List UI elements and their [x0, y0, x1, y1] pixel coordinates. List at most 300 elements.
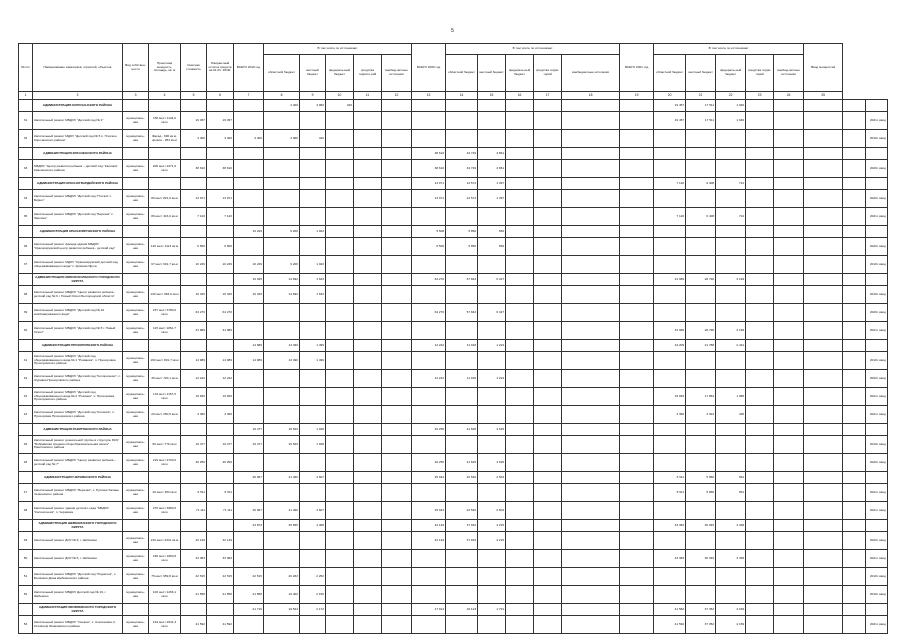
value-cell — [478, 112, 506, 130]
row-number-cell: 36 — [19, 238, 33, 256]
value-cell — [234, 178, 264, 190]
value-cell — [746, 178, 774, 190]
value-cell: 1 985 — [716, 388, 746, 406]
value-cell — [843, 190, 865, 208]
value-cell — [300, 148, 326, 160]
commission-cell: 2020г. ввод — [865, 532, 887, 550]
value-cell — [686, 148, 716, 160]
value-cell: 42 149 — [412, 520, 446, 532]
value-cell — [264, 454, 300, 472]
column-number: 15 — [478, 92, 506, 100]
value-cell — [804, 340, 843, 352]
value-cell — [774, 130, 804, 148]
value-cell — [804, 388, 843, 406]
value-cell: 6 408 — [686, 208, 716, 226]
value-cell — [354, 616, 382, 634]
value-cell — [412, 286, 446, 304]
value-cell: 4 159 — [716, 616, 746, 634]
value-cell — [354, 208, 382, 226]
value-cell — [412, 436, 446, 454]
value-cell — [382, 208, 412, 226]
value-cell — [620, 208, 654, 226]
value-cell — [746, 502, 774, 520]
ownership-cell: муниципаль-ная — [123, 586, 149, 604]
value-cell — [746, 532, 774, 550]
value-cell — [382, 274, 412, 286]
value-cell — [620, 190, 654, 208]
object-name-cell: МБДОУ "Центр развития ребенка – детский сад "Калинка" Красненского района — [33, 160, 123, 178]
value-cell — [326, 436, 354, 454]
table-row — [19, 208, 888, 226]
value-cell — [654, 130, 686, 148]
row-number-cell: 35 — [19, 208, 33, 226]
value-cell — [326, 130, 354, 148]
column-number: 10 — [326, 92, 354, 100]
value-cell — [382, 304, 412, 322]
value-cell: 37 352 — [686, 616, 716, 634]
value-cell — [326, 190, 354, 208]
value-cell: 1 499 — [300, 340, 326, 352]
value-cell: 41 592 — [654, 616, 686, 634]
value-cell: 14 692 — [264, 274, 300, 286]
value-cell — [446, 568, 478, 586]
value-cell: 42 149 — [181, 532, 207, 550]
value-cell — [843, 532, 865, 550]
section-row — [19, 424, 888, 436]
value-cell — [300, 304, 326, 322]
value-cell — [354, 550, 382, 568]
value-cell — [804, 352, 843, 370]
value-cell — [382, 586, 412, 604]
value-cell: 17 511 — [686, 100, 716, 112]
header-offbudget-2021: внебюд-жетные источники — [774, 55, 804, 92]
column-number: 4 — [149, 92, 181, 100]
header-ownership: Вид собствен-ности — [123, 44, 149, 92]
value-cell — [746, 130, 774, 148]
column-number: 16 — [506, 92, 534, 100]
row-number-cell — [19, 178, 33, 190]
value-cell: 11 018 — [446, 370, 478, 388]
value-cell — [804, 190, 843, 208]
value-cell — [326, 616, 354, 634]
value-cell: 17 864 — [686, 388, 716, 406]
ownership-cell: муниципаль-ная — [123, 304, 149, 322]
value-cell — [654, 286, 686, 304]
value-cell — [804, 616, 843, 634]
object-name-cell: Капитальный ремонт МБДОУ "Детский сад № 5 г. Новый Оскол" — [33, 322, 123, 340]
value-cell — [382, 322, 412, 340]
value-cell: 1 224 — [478, 370, 506, 388]
header-sources-2021: В том числе по источникам: — [654, 44, 804, 55]
value-cell — [534, 178, 562, 190]
value-cell — [746, 484, 774, 502]
value-cell: 17 914 — [412, 604, 446, 616]
value-cell: 42 149 — [207, 532, 234, 550]
value-cell — [774, 436, 804, 454]
value-cell — [804, 502, 843, 520]
value-cell — [506, 112, 534, 130]
ownership-cell: муниципаль-ная — [123, 322, 149, 340]
table-row — [19, 436, 888, 454]
value-cell: 712 — [716, 208, 746, 226]
table-row — [19, 322, 888, 340]
value-cell — [354, 568, 382, 586]
value-cell — [181, 148, 207, 160]
value-cell — [234, 112, 264, 130]
row-number-cell — [19, 520, 33, 532]
capacity-cell: 180 мест 1890,8 кв.м — [149, 550, 181, 568]
value-cell — [446, 616, 478, 634]
value-cell: 33 383 — [207, 550, 234, 568]
value-cell: 19 544 — [264, 604, 300, 616]
value-cell — [620, 100, 654, 112]
value-cell — [804, 256, 843, 274]
value-cell — [804, 286, 843, 304]
header-territorial-2020: средства терри-торий — [534, 55, 562, 92]
header-regional-2021: областной бюджет — [654, 55, 686, 92]
value-cell — [354, 586, 382, 604]
row-number-cell: 48 — [19, 502, 33, 520]
value-cell — [354, 322, 382, 340]
value-cell — [716, 160, 746, 178]
table-row — [19, 502, 888, 520]
value-cell — [620, 550, 654, 568]
header-local-2020: местный бюджет — [478, 55, 506, 92]
value-cell: 6 500 — [207, 238, 234, 256]
value-cell — [264, 238, 300, 256]
value-cell — [620, 454, 654, 472]
value-cell — [354, 436, 382, 454]
value-cell: 6 500 — [412, 238, 446, 256]
value-cell — [264, 304, 300, 322]
value-cell — [620, 178, 654, 190]
value-cell — [620, 322, 654, 340]
row-number-cell: 42 — [19, 370, 33, 388]
value-cell — [326, 502, 354, 520]
value-cell: 4 400 — [264, 100, 300, 112]
value-cell: 33 383 — [654, 520, 686, 532]
value-cell: 7 120 — [654, 178, 686, 190]
value-cell — [382, 568, 412, 586]
value-cell — [774, 208, 804, 226]
value-cell: 4 625 — [478, 424, 506, 436]
ownership-cell: муниципаль-ная — [123, 484, 149, 502]
value-cell — [804, 568, 843, 586]
value-cell: 46 250 — [207, 454, 234, 472]
value-cell — [446, 406, 478, 424]
value-cell: 16 325 — [207, 286, 234, 304]
value-cell — [446, 100, 478, 112]
commission-cell — [865, 178, 887, 190]
commission-cell: 2019г. ввод — [865, 352, 887, 370]
value-cell: 2 504 — [478, 472, 506, 484]
value-cell — [746, 208, 774, 226]
value-cell — [264, 160, 300, 178]
value-cell — [181, 274, 207, 286]
value-cell — [534, 226, 562, 238]
value-cell — [686, 352, 716, 370]
value-cell — [412, 406, 446, 424]
value-cell — [534, 340, 562, 352]
value-cell — [326, 238, 354, 256]
value-cell: 3 960 — [264, 130, 300, 148]
commission-cell: 2019г. ввод — [865, 436, 887, 454]
header-commission: Ввод мощностей — [804, 44, 843, 92]
value-cell — [234, 100, 264, 112]
value-cell — [843, 424, 865, 436]
value-cell: 4 400 — [181, 130, 207, 148]
row-number-cell: 34 — [19, 190, 33, 208]
value-cell — [382, 502, 412, 520]
value-cell — [534, 388, 562, 406]
capacity-cell: 194 мест 2641,3 кв.м — [149, 616, 181, 634]
value-cell — [843, 406, 865, 424]
commission-cell: 2021г. ввод — [865, 502, 887, 520]
value-cell — [207, 424, 234, 436]
value-cell — [746, 226, 774, 238]
value-cell — [181, 520, 207, 532]
table-row — [19, 190, 888, 208]
value-cell — [478, 100, 506, 112]
commission-cell — [865, 472, 887, 484]
header-local-2019: местный бюджет — [300, 55, 326, 92]
object-name-cell: Капитальный ремонт МБДОУ "Детский сад общеразвивающего вида № 1 "Ромашка", п. Прохоровка Прохоровского района — [33, 352, 123, 370]
value-cell — [654, 256, 686, 274]
value-cell — [354, 190, 382, 208]
value-cell — [620, 502, 654, 520]
section-title: АДМИНИСТРАЦИЯ ЧЕРНЯНСКОГО РАЙОНА — [33, 472, 123, 484]
value-cell — [804, 472, 843, 484]
value-cell — [478, 568, 506, 586]
value-cell — [412, 352, 446, 370]
value-cell — [843, 178, 865, 190]
value-cell — [412, 130, 446, 148]
value-cell — [506, 148, 534, 160]
ownership-cell: муниципаль-ная — [123, 352, 149, 370]
commission-cell — [865, 148, 887, 160]
value-cell — [654, 532, 686, 550]
value-cell — [686, 436, 716, 454]
value-cell — [412, 616, 446, 634]
value-cell — [562, 100, 620, 112]
header-regional-2019: областной бюджет — [264, 55, 300, 92]
value-cell — [382, 256, 412, 274]
value-cell — [620, 304, 654, 322]
value-cell — [478, 256, 506, 274]
value-cell — [774, 532, 804, 550]
value-cell — [843, 100, 865, 112]
column-number: 14 — [446, 92, 478, 100]
value-cell: 4 607 — [300, 472, 326, 484]
object-name-cell: Капитальный ремонт ДОУ № 5, г. Шебекино — [33, 550, 123, 568]
ownership-cell: муниципаль-ная — [123, 616, 149, 634]
header-offbudget-2020: внебюджетные источники — [562, 55, 620, 92]
row-number-cell: 53 — [19, 616, 33, 634]
value-cell: 12 242 — [181, 370, 207, 388]
value-cell — [478, 550, 506, 568]
value-cell: 4 215 — [478, 520, 506, 532]
value-cell — [382, 454, 412, 472]
value-cell — [354, 112, 382, 130]
value-cell: 64 270 — [207, 304, 234, 322]
value-cell: 4 625 — [478, 454, 506, 472]
value-cell — [843, 352, 865, 370]
value-cell — [446, 286, 478, 304]
value-cell: 440 — [300, 130, 326, 148]
value-cell — [326, 352, 354, 370]
table-row — [19, 568, 888, 586]
value-cell — [478, 208, 506, 226]
value-cell — [326, 112, 354, 130]
value-cell — [446, 130, 478, 148]
value-cell: 19 457 — [654, 112, 686, 130]
table-row — [19, 352, 888, 370]
capacity-cell: Фасад - 690 кв.м, кровля - 954 кв.м — [149, 130, 181, 148]
value-cell: 10 229 — [181, 256, 207, 274]
commission-cell: 2019г. ввод — [865, 130, 887, 148]
value-cell: 22 515 — [207, 568, 234, 586]
value-cell: 650 — [478, 226, 506, 238]
value-cell — [654, 568, 686, 586]
value-cell — [774, 454, 804, 472]
value-cell: 31 989 — [654, 274, 686, 286]
row-number-cell — [19, 100, 33, 112]
row-number-cell: 41 — [19, 352, 33, 370]
table-row — [19, 532, 888, 550]
value-cell — [843, 550, 865, 568]
ownership-cell — [123, 520, 149, 532]
capacity-cell — [149, 148, 181, 160]
value-cell: 30 045 — [686, 520, 716, 532]
value-cell — [562, 208, 620, 226]
capacity-cell: 45 мест 720,1 кв.м — [149, 370, 181, 388]
value-cell — [686, 286, 716, 304]
commission-cell — [865, 274, 887, 286]
capacity-cell: 60 мест 770 кв.м — [149, 436, 181, 454]
capacity-cell: 134 мест 1157,5 кв.м — [149, 388, 181, 406]
value-cell: 19 457 — [181, 112, 207, 130]
value-cell: 2 504 — [478, 502, 506, 520]
value-cell — [746, 370, 774, 388]
capacity-cell: 40 мест 383 кв.м — [149, 484, 181, 502]
value-cell — [354, 406, 382, 424]
value-cell — [446, 112, 478, 130]
value-cell — [774, 322, 804, 340]
section-title: АДМИНИСТРАЦИЯ ШЕБЕКИНСКОГО ГОРОДСКОГО ОКРУГА — [33, 520, 123, 532]
value-cell — [478, 352, 506, 370]
value-cell — [562, 616, 620, 634]
value-cell — [746, 112, 774, 130]
value-cell: 19 477 — [181, 436, 207, 454]
value-cell — [412, 484, 446, 502]
value-cell — [804, 604, 843, 616]
commission-cell: 2020г. ввод — [865, 304, 887, 322]
value-cell — [264, 370, 300, 388]
value-cell — [534, 352, 562, 370]
value-cell — [207, 472, 234, 484]
value-cell: 4 360 — [207, 406, 234, 424]
value-cell: 64 270 — [412, 274, 446, 286]
value-cell — [620, 616, 654, 634]
value-cell: 16 529 — [264, 436, 300, 454]
value-cell — [326, 274, 354, 286]
value-cell — [354, 160, 382, 178]
value-cell — [326, 532, 354, 550]
value-cell: 651 — [716, 484, 746, 502]
value-cell — [562, 586, 620, 604]
value-cell — [562, 604, 620, 616]
value-cell — [562, 520, 620, 532]
value-cell — [746, 322, 774, 340]
value-cell: 6 511 — [181, 484, 207, 502]
column-number: 25 — [804, 92, 843, 100]
value-cell — [686, 130, 716, 148]
object-name-cell: Капитальный ремонт ДОУ № 6, г. Шебекино — [33, 532, 123, 550]
value-cell: 5 860 — [686, 472, 716, 484]
value-cell — [746, 406, 774, 424]
value-cell — [620, 406, 654, 424]
value-cell — [326, 484, 354, 502]
value-cell — [506, 454, 534, 472]
header-local-2021: местный бюджет — [686, 55, 716, 92]
value-cell: 41 625 — [446, 424, 478, 436]
value-cell — [654, 160, 686, 178]
value-cell — [478, 586, 506, 604]
value-cell — [382, 178, 412, 190]
value-cell — [716, 130, 746, 148]
commission-cell — [865, 226, 887, 238]
value-cell — [620, 352, 654, 370]
value-cell: 13 971 — [181, 190, 207, 208]
value-cell — [300, 238, 326, 256]
column-number: 8 — [264, 92, 300, 100]
value-cell — [686, 256, 716, 274]
object-name-cell: Капитальный ремонт МБДОУ "Детский сад "Родничок", с. Белянкин Дома Шебекинского района — [33, 568, 123, 586]
value-cell — [804, 436, 843, 454]
value-cell — [234, 238, 264, 256]
table-row — [19, 484, 888, 502]
value-cell — [354, 520, 382, 532]
value-cell — [774, 274, 804, 286]
capacity-cell: 210 мест 2341 кв.м — [149, 532, 181, 550]
value-cell — [562, 340, 620, 352]
commission-cell: 2020г. ввод — [865, 238, 887, 256]
value-cell — [412, 208, 446, 226]
value-cell — [774, 340, 804, 352]
section-title: АДМИНИСТРАЦИЯ КРАСНОЯРУЖСКОГО РАЙОНА — [33, 226, 123, 238]
value-cell: 38 610 — [207, 160, 234, 178]
capacity-cell: 80 мест 821,0 кв.м — [149, 190, 181, 208]
value-cell — [620, 472, 654, 484]
value-cell — [207, 604, 234, 616]
value-cell — [382, 424, 412, 436]
commission-cell: 2020г. ввод — [865, 160, 887, 178]
value-cell — [804, 424, 843, 436]
value-cell — [804, 532, 843, 550]
value-cell — [746, 148, 774, 160]
ownership-cell: муниципаль-ная — [123, 238, 149, 256]
value-cell: 1 948 — [300, 436, 326, 454]
ownership-cell: муниципаль-ная — [123, 286, 149, 304]
value-cell — [506, 160, 534, 178]
value-cell — [326, 472, 354, 484]
value-cell — [300, 322, 326, 340]
value-cell — [234, 370, 264, 388]
value-cell: 651 — [716, 472, 746, 484]
value-cell — [354, 100, 382, 112]
row-number-cell: 51 — [19, 568, 33, 586]
object-name-cell: Капитальный ремонт фасада здания МБДОУ "Краснояружский центр развития ребенка - детский сад" — [33, 238, 123, 256]
